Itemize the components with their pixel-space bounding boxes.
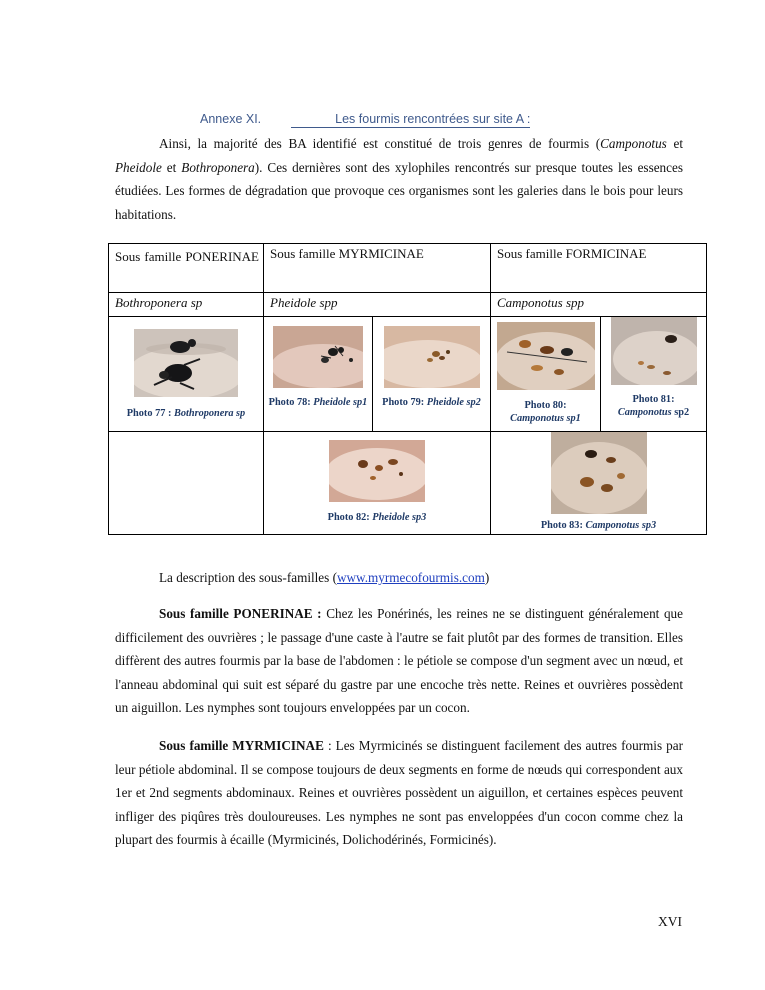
- intro-paragraph: Ainsi, la majorité des BA identifié est constitué de trois genres de fourmis (Camponotus et Pheidole et Bothroponera). Ces dernières sont des xylophiles rencontrés sur presque toutes les essences étudiées. Les formes de dégradation que provoque ces organismes sont les galeries dans le bois pour leurs habitations.: [115, 136, 683, 222]
- empty-cell: [109, 432, 264, 535]
- photo-cell-78: [264, 317, 373, 432]
- photo-cell-79: [373, 317, 491, 432]
- genus-bothroponera: Bothroponera sp: [109, 293, 264, 317]
- photo-79-image: [384, 326, 480, 388]
- annex-title: Les fourmis rencontrées sur site A :: [291, 112, 530, 128]
- source-link[interactable]: www.myrmecofourmis.com: [337, 570, 485, 585]
- photo-80-caption: Photo 80: Camponotus sp1: [510, 400, 581, 424]
- description-intro: La description des sous-familles (www.myrmecofourmis.com): [159, 570, 490, 585]
- header-myrmicinae: Sous famille MYRMICINAE: [264, 244, 491, 293]
- photo-77-image: [134, 329, 238, 397]
- header-ponerinae: Sous famille PONERINAE: [109, 244, 264, 293]
- ponerinae-paragraph: Sous famille PONERINAE : Chez les Ponérinés, les reines ne se distinguent généralement que difficilement des ouvrières ; le passage d'une caste à l'autre se fait plutôt par des formes de transition. Elles diffèrent des autres fourmis par la base de l'abdomen : le pétiole se compose d'un segment avec un nœud, et l'anneau abdominal qui suit est séparé du gastre par une encoche très nette. Reines et ouvrières possèdent un aiguillon. Les nymphes sont toujours enveloppées par un cocon.: [115, 606, 684, 715]
- annex-number: Annexe XI.: [200, 112, 262, 126]
- myrmicinae-title: Sous famille MYRMICINAE: [159, 738, 324, 753]
- photo-cell-82: [264, 432, 491, 535]
- photo-cell-81: [601, 317, 707, 432]
- header-formicinae: Sous famille FORMICINAE: [491, 244, 707, 293]
- photo-78-image: [273, 326, 363, 388]
- myrmicinae-paragraph: Sous famille MYRMICINAE : Les Myrmicinés se distinguent facilement des autres fourmis par leur pétiole abdominal. Il se compose toujours de deux segments en forme de nœuds qui correspondent aux 1er et 2nd segments abdominaux. Reines et ouvrières possèdent un aiguillon, et certaines espèces peuvent infliger des piqûres très douloureuses. Les nymphes ne sont pas enveloppées d'un cocon comme chez la plupart des fourmis à écaille (Myrmicinés, Dolichodérinés, Formicinés).: [115, 738, 683, 847]
- photo-cell-77: [109, 317, 264, 432]
- photo-81-image: [611, 317, 697, 385]
- ant-species-table: [108, 243, 707, 535]
- page-number: XVI: [658, 914, 682, 929]
- photo-78-caption: Photo 78: Pheidole sp1: [268, 397, 368, 408]
- photo-83-caption: Photo 83: Camponotus sp3: [540, 520, 657, 531]
- photo-cell-83: [491, 432, 707, 535]
- photo-83-image: [551, 432, 647, 514]
- photo-cell-80: [491, 317, 601, 432]
- annex-heading: [200, 112, 530, 128]
- ponerinae-title: Sous famille PONERINAE :: [159, 606, 322, 621]
- photo-80-image: [497, 322, 595, 390]
- photo-77-caption: Photo 77 : Bothroponera sp: [126, 408, 246, 419]
- photo-82-caption: Photo 82: Pheidole sp3: [327, 512, 427, 523]
- genus-pheidole: Pheidole spp: [264, 293, 491, 317]
- photo-82-image: [329, 440, 425, 502]
- photo-79-caption: Photo 79: Pheidole sp2: [382, 397, 481, 408]
- genus-camponotus: Camponotus spp: [491, 293, 707, 317]
- photo-81-caption: Photo 81: Camponotus sp2: [617, 394, 690, 418]
